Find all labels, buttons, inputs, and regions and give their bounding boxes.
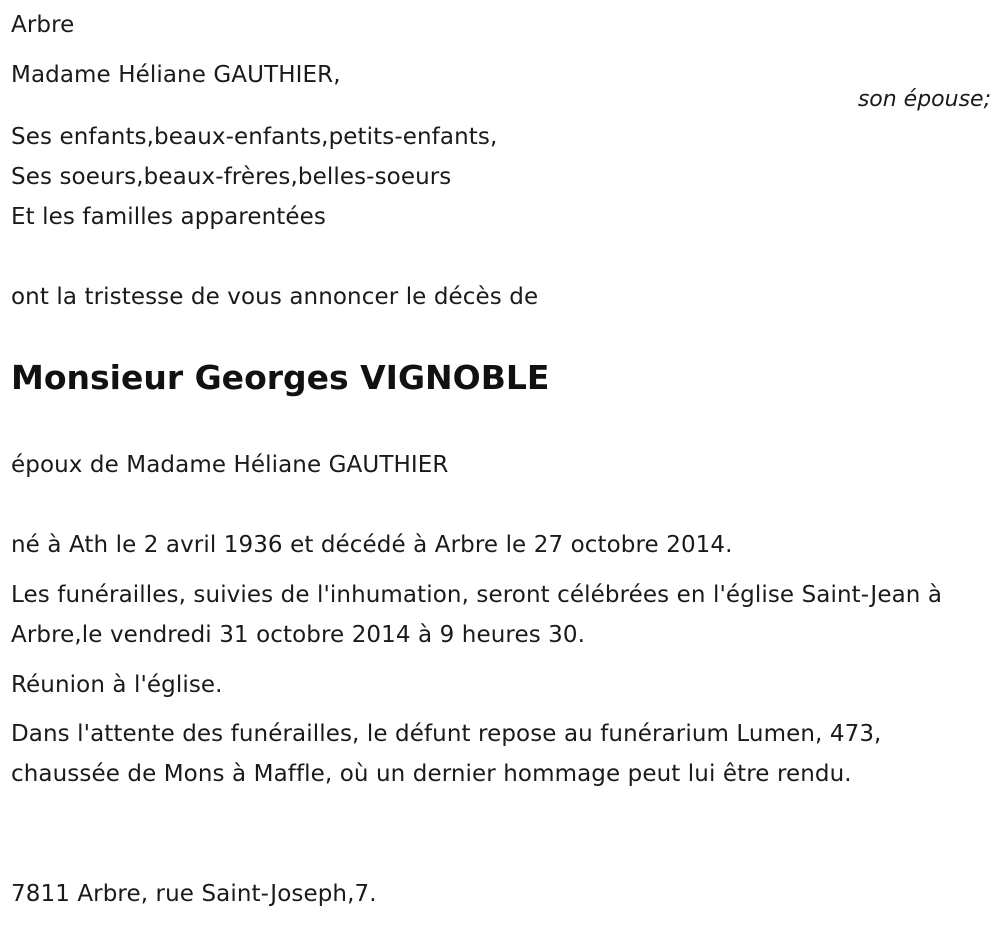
family-line-siblings: Ses soeurs,beaux-frères,belles-soeurs bbox=[11, 164, 452, 190]
wife-relation: son épouse; bbox=[857, 87, 991, 112]
deceased-name: Monsieur Georges VIGNOBLE bbox=[11, 358, 550, 397]
location-header: Arbre bbox=[11, 12, 75, 38]
spouse-line: époux de Madame Héliane GAUTHIER bbox=[11, 452, 449, 478]
obituary-notice bbox=[11, 0, 991, 929]
birth-death-line: né à Ath le 2 avril 1936 et décédé à Arbre le 27 octobre 2014. bbox=[11, 532, 733, 558]
wife-name: Madame Héliane GAUTHIER, bbox=[11, 62, 341, 88]
visitation-text: Dans l'attente des funérailles, le défunt repose au funérarium Lumen, 473, chaussée de Mons à Maffle, où un dernier hommage peut lui être rendu. bbox=[11, 721, 882, 787]
address-line: 7811 Arbre, rue Saint-Joseph,7. bbox=[11, 881, 377, 907]
funeral-ceremony-text: Les funérailles, suivies de l'inhumation, seront célébrées en l'église Saint-Jean à Arbre,le vendredi 31 octobre 2014 à 9 heures 30. bbox=[11, 582, 943, 648]
meeting-text: Réunion à l'église. bbox=[11, 672, 223, 698]
announcement-text: ont la tristesse de vous annoncer le décès de bbox=[11, 284, 539, 310]
family-line-children: Ses enfants,beaux-enfants,petits-enfants, bbox=[11, 124, 498, 150]
family-line-relatives: Et les familles apparentées bbox=[11, 204, 326, 230]
